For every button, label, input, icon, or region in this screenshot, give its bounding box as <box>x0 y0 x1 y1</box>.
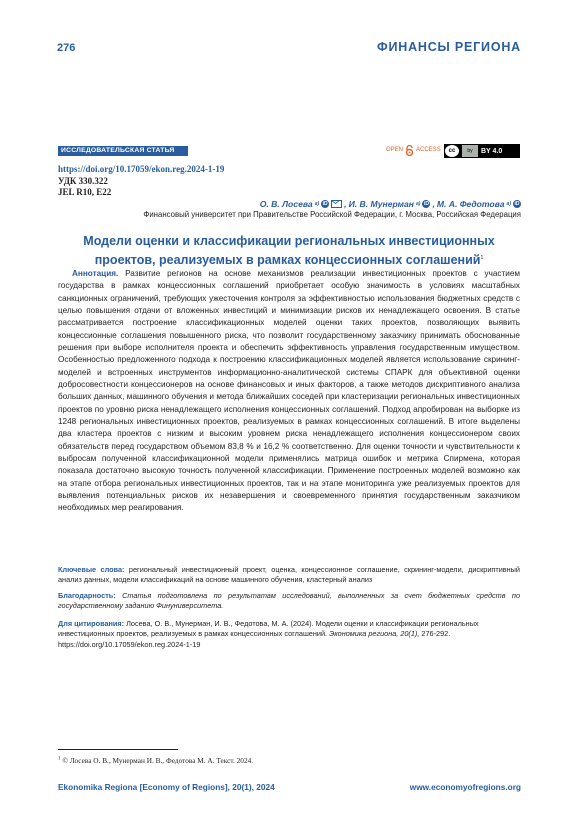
citation-pages-doi[interactable]: 276-292. https://doi.org/10.17059/ekon.reg.2024-1-19 <box>58 629 451 649</box>
title-line: Модели оценки и классификации региональных инвестиционных <box>83 234 495 248</box>
cc-icon: cc <box>445 145 459 157</box>
author-name: О. В. Лосева <box>259 199 313 209</box>
footnote <box>58 756 253 765</box>
citation-text: Лосева, О. В., Мунерман, И. В., Федотова, М. А. (2024). Модели оценки и классификации региональных инвестиционных проектов, реализуемых в рамках концессионных соглашений. <box>58 619 479 639</box>
article-title <box>58 233 520 269</box>
acknowledgments-label: Благодарность: <box>58 591 116 600</box>
abstract <box>58 268 520 515</box>
author-separator: , <box>432 199 435 209</box>
title-line-text: проектов, реализуемых в рамках концессионных соглашений <box>94 253 481 268</box>
citation-label: Для цитирования: <box>58 619 125 628</box>
page-number: 276 <box>57 42 76 54</box>
jel-code: JEL R10, E22 <box>58 187 112 197</box>
license-version: BY 4.0 <box>481 147 503 155</box>
citation <box>58 619 520 650</box>
open-access-logo <box>386 141 441 159</box>
by-person-icon: by <box>462 145 478 157</box>
abstract-label: Аннотация. <box>72 269 119 278</box>
keywords-text: региональный инвестиционный проект, оценка, концессионное соглашение, скрининг-модели, дискриптивный анализ данных, модели классификаций на основе машинного обучения, кластерный анализ <box>58 565 521 585</box>
author-name: И. В. Мунерман <box>348 199 414 209</box>
open-lock-icon <box>405 145 414 156</box>
orcid-icon[interactable]: iD <box>514 201 520 207</box>
author-affil-mark: a) <box>415 201 421 207</box>
footnote-divider <box>58 749 178 750</box>
orcid-icon[interactable]: iD <box>423 201 429 207</box>
footnote-mark: 1 <box>58 756 61 762</box>
affiliation: Финансовый университет при Правительстве Российской Федерации, г. Москва, Российская Федерация <box>143 210 521 219</box>
acknowledgments <box>58 591 520 612</box>
author-list <box>260 199 521 209</box>
author-separator: , <box>344 199 347 209</box>
footer-website-link[interactable]: www.economyofregions.org <box>409 782 521 792</box>
journal-section-title: ФИНАНСЫ РЕГИОНА <box>377 40 521 54</box>
udk-code: УДК 330.322 <box>58 176 108 186</box>
orcid-icon[interactable]: iD <box>322 201 328 207</box>
email-icon[interactable] <box>331 200 342 208</box>
keywords-label: Ключевые слова: <box>58 565 125 574</box>
title-footnote-mark[interactable]: 1 <box>480 255 484 261</box>
footer-journal: Ekonomika Regiona [Economy of Regions], 20(1), 2024 <box>58 782 275 792</box>
acknowledgments-text: Статья подготовлена по результатам исследований, выполненных за счет бюджетных средств по государственному заданию Финуниверситета. <box>58 591 521 611</box>
citation-journal: Экономика региона, 20(1), <box>329 629 420 639</box>
author-affil-mark: a) <box>506 201 511 207</box>
author-name: М. А. Федотова <box>436 199 505 209</box>
cc-license-badge[interactable] <box>444 144 520 158</box>
title-line <box>58 250 520 269</box>
abstract-text: Развитие регионов на основе механизмов реализации инвестиционных проектов с участием государства в рамках концессионных соглашений приобретает особую значимость в условиях масштабных санкционных ограничений, требующих ужесточения контроля за эффективностью использования бюджетных средств с целью повышения отдачи от вложенных инвестиций и минимизации рисков их ненадлежащего освоения. В статье рассматривается построение классификационных моделей оценки таких проектов, позволяющих выявить концессионные соглашения повышенного риска, что позволит государственному заказчику принимать обоснованные решения при выборе исполнителя проекта и обеспечить эффективность управления государственным имуществом. Особенностью предложенного подхода к построению классификационных моделей является использование скрининг-моделей и встроенных инструментов информационно-аналитической системы СПАРК для объективной оценки добросовестности концессионеров на основе финансовых и иных факторов, а также методов дискриптивного анализа больших данных, машинного обучения и метода ближайших соседей при кластеризации региональных инвестиционных проектов по уровню риска ненадлежащего исполнения концессионных соглашений. Подход апробирован на выборке из 1248 региональных инвестиционных проектов, реализуемых в рамках концессионных соглашений. В итоге выделены два кластера проектов с низким и высоким уровнем риска ненадлежащего исполнения концессионером своих обязательств перед государством объемом 83,8 % и 16,2 % соответственно. Для оценки точности и чувствительности к выбросам полученной классификационной модели применялись матрица ошибок и метрика Спирмена, которая показала достаточно высокую точность полученной классификации. Применение построенных моделей возможно как на этапе отбора региональных инвестиционных проектов, так и на этапе мониторинга уже реализуемых проектов для выявления потенциальных рисков их незавершения и своевременного принятия государственным заказчиком необходимых мер реагирования. <box>58 269 520 513</box>
keywords <box>58 565 520 586</box>
doi-link[interactable]: https://doi.org/10.17059/ekon.reg.2024-1-19 <box>58 164 225 174</box>
open-access-open: OPEN <box>386 147 404 153</box>
article-type-badge: ИССЛЕДОВАТЕЛЬСКАЯ СТАТЬЯ <box>58 146 188 156</box>
footnote-text: © Лосева О. В., Мунерман И. В., Федотова М. А. Текст. 2024. <box>62 756 254 765</box>
author-affil-mark: a) <box>314 201 320 207</box>
open-access-access: ACCESS <box>416 147 441 153</box>
